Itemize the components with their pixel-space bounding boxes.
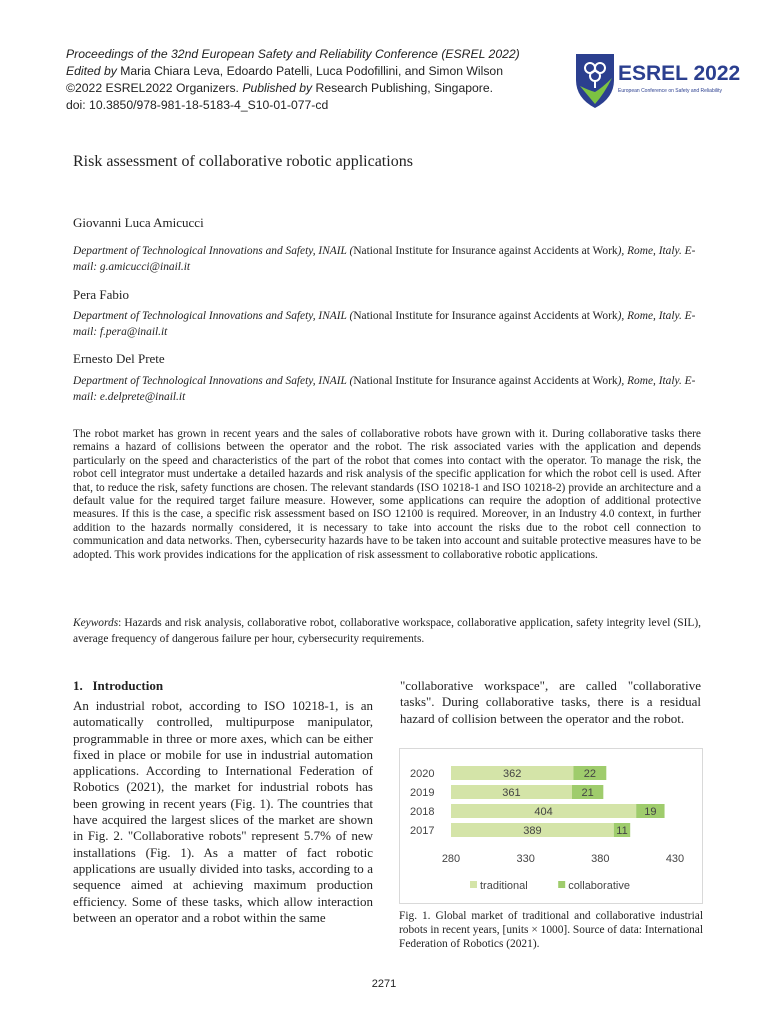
keywords-label: Keywords — [73, 617, 119, 629]
affiliation-department: Department of Technological Innovations and Safety, INAIL ( — [73, 310, 354, 322]
data-label-traditional: 362 — [503, 768, 522, 780]
page-number: 2271 — [371, 978, 397, 990]
affiliation-department: Department of Technological Innovations and Safety, INAIL ( — [73, 245, 354, 257]
proceedings-line: Proceedings of the 32nd European Safety and Reliability Conference (ESREL 2022) — [66, 47, 520, 61]
intro-text-left: An industrial robot, according to ISO 10218-1, is an automatically controlled, multipurpose manipulator, programmable in three or more axes, which can be either fixed in place or mobile for use in industrial automation applications. According to International Federation of Robotics (2021), the market for industrial robots has been growing in recent years (Fig. 1). The countries that have acquired the largest slices of the market are shown in Fig. 2. "Collaborative robots" represent 5.7% of new installations (Fig. 1). As a matter of fact robotic applications are usually divided into tasks, according to a sequence aimed at achieving maximum production efficiency. Some of these tasks, which allow interaction between an operator and a robot within the same — [73, 698, 373, 925]
x-tick-label: 380 — [591, 853, 610, 865]
figure-caption: Fig. 1. Global market of traditional and collaborative industrial robots in recent years, [units × 1000]. Source of data: International Federation of Robotics (2021). — [399, 910, 703, 950]
category-label: 2017 — [410, 825, 435, 837]
affiliation-contact: ), Rome, Italy. E-mail: e.delprete@inail.it — [73, 375, 696, 403]
category-label: 2020 — [410, 768, 435, 780]
data-label-collaborative: 22 — [583, 768, 597, 780]
data-label-traditional: 389 — [523, 825, 542, 837]
author-affiliation — [73, 308, 703, 340]
shield-clover-icon — [574, 50, 616, 110]
affiliation-institute: National Institute for Insurance against Accidents at Work — [353, 310, 618, 322]
esrel-logo — [574, 50, 744, 114]
market-bar-chart — [400, 749, 702, 903]
editors-prefix: Edited by — [66, 64, 117, 78]
category-label: 2018 — [410, 806, 435, 818]
data-label-traditional: 361 — [502, 787, 521, 799]
section-heading — [73, 678, 163, 694]
abstract: The robot market has grown in recent years and the sales of collaborative robots have grown with it. During collaborative tasks there remains a hazard of collisions between the operator and the robot. The risk associated varies with the application and depends particularly on the speed and characteristics of the part of the robot that comes into contact with the operator. To manage the risk, the robot cell integrator must undertake a detailed hazards and risk analysis of the specific application for which the robot cell is used. After that, to reduce the risk, safety functions are chosen. The relevant standards (ISO 10218-1 and ISO 10218-2) provide an architecture and a default value for the required target failure measure. However, some applications can require the adoption of additional protective measures. If this is the case, a specific risk assessment based on ISO 12100 is required. Moreover, in an Industry 4.0 context, in further addition to the hazards normally considered, it is necessary to take into account the risks due to the robot cell connection to communication and data networks. Then, cybersecurity hazards have to be taken into account and suitable protective measures have to be adopted. This work provides indications for the application of risk assessment to collaborative robotic applications. — [73, 428, 701, 561]
logo-subtitle: European Conference on Safety and Reliability — [618, 88, 722, 94]
category-label: 2019 — [410, 787, 435, 799]
affiliation-contact: ), Rome, Italy. E-mail: g.amicucci@inail.it — [73, 245, 696, 273]
proceedings-header — [66, 46, 546, 114]
author-affiliation — [73, 243, 703, 275]
legend-entry: collaborative — [568, 880, 630, 892]
intro-text-right: "collaborative workspace", are called "collaborative tasks". During collaborative tasks, there is a residual hazard of collision between the operator and the robot. — [400, 678, 701, 726]
published-by-label: Published by — [242, 81, 313, 95]
figure-1-chart — [399, 748, 703, 904]
affiliation-institute: National Institute for Insurance against Accidents at Work — [353, 375, 618, 387]
x-tick-label: 430 — [665, 853, 685, 865]
doi-line: doi: 10.3850/978-981-18-5183-4_S10-01-077-cd — [66, 98, 329, 112]
section-title: Introduction — [92, 678, 164, 693]
editors-line — [66, 63, 546, 80]
legend-entry: traditional — [480, 880, 528, 892]
data-label-collaborative: 19 — [644, 806, 657, 818]
author-name: Giovanni Luca Amicucci — [73, 215, 204, 230]
copyright-prefix: ©2022 ESREL2022 Organizers. — [66, 81, 243, 95]
editors-names: Maria Chiara Leva, Edoardo Patelli, Luca Podofillini, and Simon Wilson — [116, 64, 503, 78]
author-name: Pera Fabio — [73, 287, 129, 302]
paper-title: Risk assessment of collaborative robotic applications — [73, 153, 413, 170]
data-label-collaborative: 11 — [616, 825, 628, 837]
x-tick-label: 330 — [516, 853, 535, 865]
affiliation-department: Department of Technological Innovations and Safety, INAIL ( — [73, 375, 354, 387]
author-affiliation — [73, 373, 703, 405]
affiliation-institute: National Institute for Insurance against Accidents at Work — [353, 245, 618, 257]
section-number: 1. — [73, 678, 83, 693]
keywords — [73, 616, 701, 647]
keywords-text: : Hazards and risk analysis, collaborative robot, collaborative workspace, collaborative application, safety integrity level (SIL), average frequency of dangerous failure per hour, cybersecurity requirements. — [73, 617, 701, 645]
data-label-collaborative: 21 — [581, 787, 594, 799]
legend-swatch — [558, 881, 565, 888]
logo-wordmark: ESREL 2022 — [618, 62, 741, 85]
author-name: Ernesto Del Prete — [73, 351, 165, 366]
affiliation-contact: ), Rome, Italy. E-mail: f.pera@inail.it — [73, 310, 696, 338]
publisher-name: Research Publishing, Singapore. — [312, 81, 494, 95]
data-label-traditional: 404 — [534, 806, 553, 818]
legend-swatch — [470, 881, 477, 888]
x-tick-label: 280 — [441, 853, 461, 865]
copyright-line — [66, 80, 546, 97]
